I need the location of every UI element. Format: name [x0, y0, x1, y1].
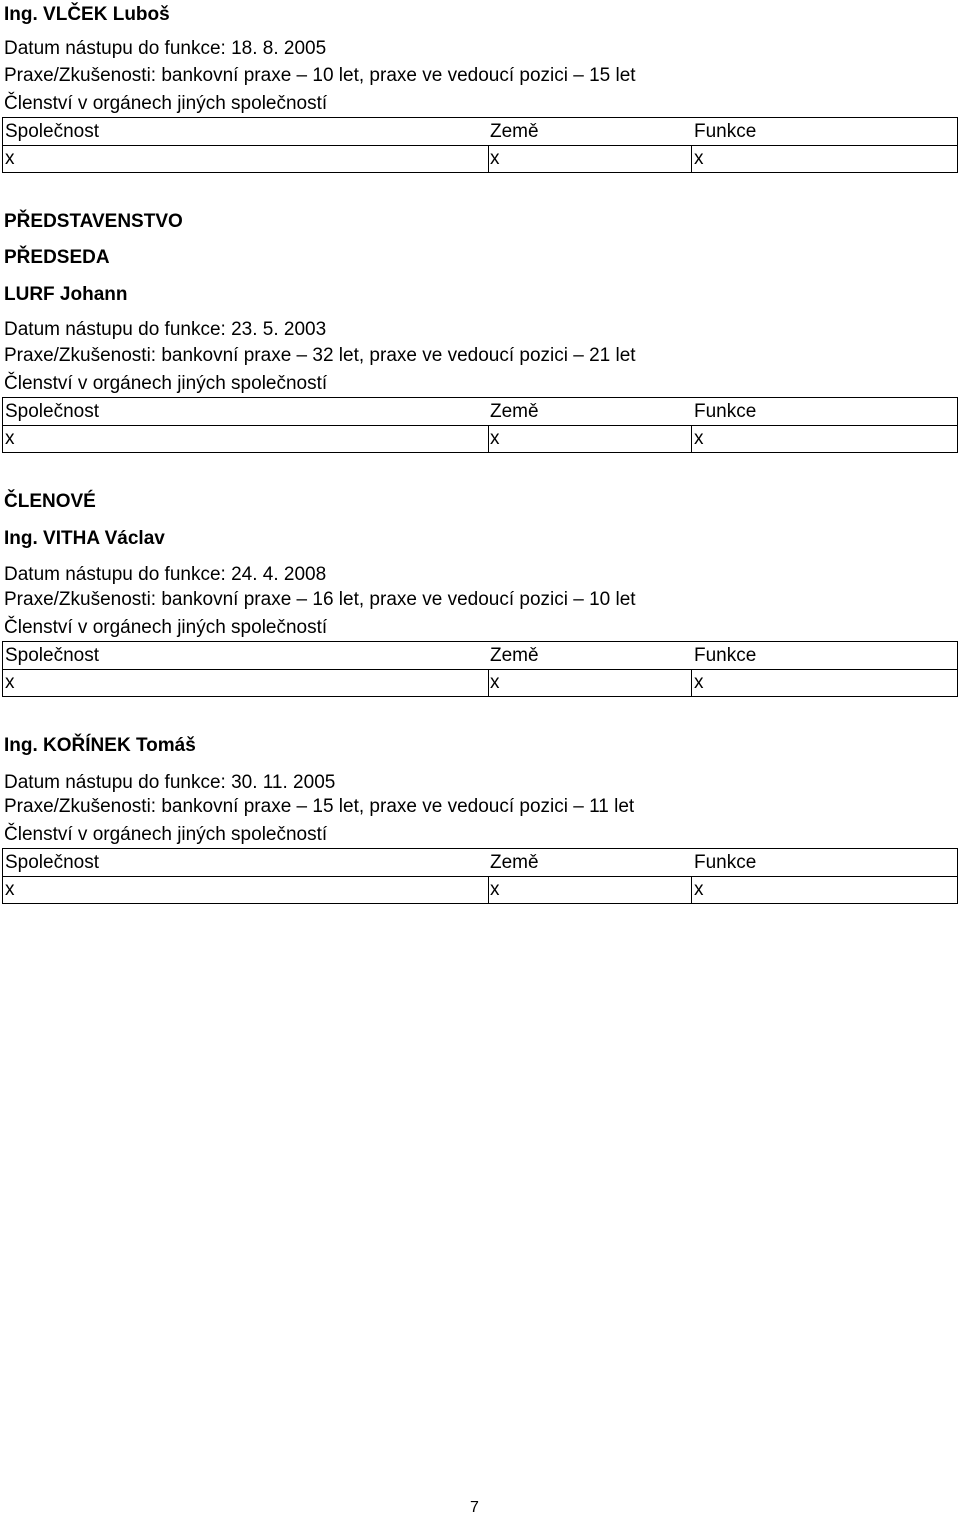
- membership-label: Členství v orgánech jiných společností: [4, 373, 328, 394]
- experience-text: Praxe/Zkušenosti: bankovní praxe – 10 let, praxe ve vedoucí pozici – 15 let: [4, 65, 636, 86]
- cell-funkce: x: [694, 879, 704, 900]
- membership-label: Členství v orgánech jiných společností: [4, 93, 328, 114]
- header-spolecnost: Společnost: [5, 401, 100, 422]
- cell-spolecnost: x: [5, 148, 15, 169]
- table-divider: [691, 669, 692, 696]
- header-spolecnost: Společnost: [5, 852, 100, 873]
- role-heading: PŘEDSEDA: [4, 247, 110, 268]
- start-date: Datum nástupu do funkce: 18. 8. 2005: [4, 38, 327, 59]
- table-divider: [488, 669, 489, 696]
- table-divider: [3, 145, 957, 146]
- header-zeme: Země: [490, 852, 539, 873]
- cell-spolecnost: x: [5, 879, 15, 900]
- header-zeme: Země: [490, 645, 539, 666]
- person-name: LURF Johann: [4, 284, 128, 305]
- header-zeme: Země: [490, 121, 539, 142]
- membership-label: Členství v orgánech jiných společností: [4, 617, 328, 638]
- membership-label: Členství v orgánech jiných společností: [4, 824, 328, 845]
- page-number: 7: [470, 1499, 479, 1516]
- membership-table: [2, 397, 958, 453]
- table-divider: [691, 145, 692, 172]
- cell-spolecnost: x: [5, 672, 15, 693]
- membership-table: [2, 641, 958, 697]
- cell-funkce: x: [694, 428, 704, 449]
- table-divider: [488, 425, 489, 452]
- header-funkce: Funkce: [694, 852, 757, 873]
- start-date: Datum nástupu do funkce: 23. 5. 2003: [4, 319, 327, 340]
- cell-zeme: x: [490, 879, 500, 900]
- cell-zeme: x: [490, 672, 500, 693]
- table-divider: [488, 876, 489, 903]
- cell-funkce: x: [694, 672, 704, 693]
- table-divider: [488, 145, 489, 172]
- section-heading: ČLENOVÉ: [4, 491, 96, 512]
- person-name: Ing. KOŘÍNEK Tomáš: [4, 735, 196, 756]
- table-divider: [691, 425, 692, 452]
- header-spolecnost: Společnost: [5, 645, 100, 666]
- table-divider: [3, 876, 957, 877]
- header-funkce: Funkce: [694, 121, 757, 142]
- table-divider: [3, 425, 957, 426]
- table-divider: [691, 876, 692, 903]
- membership-table: [2, 848, 958, 904]
- membership-table: [2, 117, 958, 173]
- start-date: Datum nástupu do funkce: 24. 4. 2008: [4, 564, 327, 585]
- start-date: Datum nástupu do funkce: 30. 11. 2005: [4, 772, 336, 793]
- cell-zeme: x: [490, 148, 500, 169]
- experience-text: Praxe/Zkušenosti: bankovní praxe – 32 let, praxe ve vedoucí pozici – 21 let: [4, 345, 636, 366]
- section-heading: PŘEDSTAVENSTVO: [4, 211, 183, 232]
- table-divider: [3, 669, 957, 670]
- person-name: Ing. VLČEK Luboš: [4, 4, 170, 25]
- header-zeme: Země: [490, 401, 539, 422]
- cell-spolecnost: x: [5, 428, 15, 449]
- cell-funkce: x: [694, 148, 704, 169]
- header-funkce: Funkce: [694, 401, 757, 422]
- header-spolecnost: Společnost: [5, 121, 100, 142]
- cell-zeme: x: [490, 428, 500, 449]
- person-name: Ing. VITHA Václav: [4, 528, 165, 549]
- experience-text: Praxe/Zkušenosti: bankovní praxe – 16 let, praxe ve vedoucí pozici – 10 let: [4, 589, 636, 610]
- header-funkce: Funkce: [694, 645, 757, 666]
- experience-text: Praxe/Zkušenosti: bankovní praxe – 15 let, praxe ve vedoucí pozici – 11 let: [4, 796, 635, 817]
